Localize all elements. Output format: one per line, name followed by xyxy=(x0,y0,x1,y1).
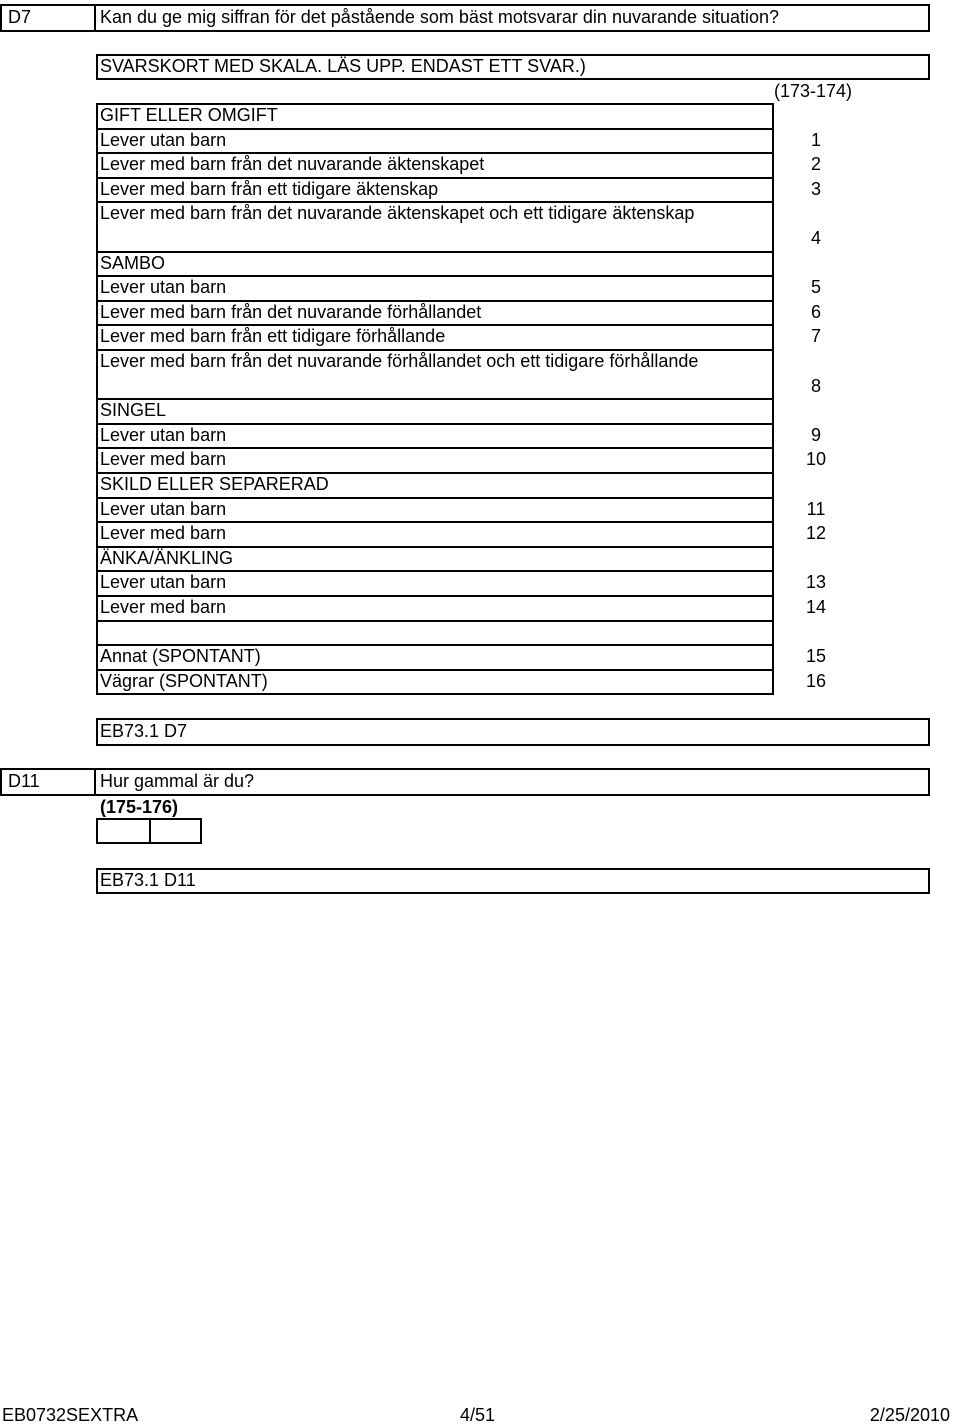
option-label[interactable]: Lever utan barn xyxy=(100,277,227,298)
option-label[interactable]: Lever med barn från det nuvarande förhållandet xyxy=(100,301,482,322)
question-text-d11: Hur gammal är du? xyxy=(100,771,255,791)
option-code: 15 xyxy=(805,646,827,667)
option-label[interactable]: Lever med barn xyxy=(100,449,227,470)
age-digit-1-box[interactable] xyxy=(96,818,151,844)
group-heading-row-box xyxy=(96,398,774,425)
question-id-d7: D7 xyxy=(8,7,32,27)
question-id-d11: D11 xyxy=(8,771,40,791)
blank-row-box xyxy=(96,620,774,647)
option-label[interactable]: Lever utan barn xyxy=(100,424,227,445)
option-label[interactable]: Lever utan barn xyxy=(100,572,227,593)
option-code: 6 xyxy=(810,301,821,322)
option-code: 16 xyxy=(805,670,827,691)
reference-box-d7 xyxy=(96,718,930,746)
footer-date: 2/25/2010 xyxy=(869,1405,950,1425)
option-code: 4 xyxy=(810,228,821,248)
option-label[interactable]: Lever med barn xyxy=(100,523,227,544)
option-code: 5 xyxy=(810,277,821,298)
option-code: 10 xyxy=(805,449,827,470)
reference-box-d11 xyxy=(96,868,930,894)
option-label[interactable]: Lever med barn xyxy=(100,597,227,617)
reference-d7: EB73.1 D7 xyxy=(100,721,188,741)
group-heading-label: SINGEL xyxy=(100,400,167,421)
group-heading-label: SKILD ELLER SEPARERAD xyxy=(100,474,329,494)
question-text-d7: Kan du ge mig siffran för det påstående som bäst motsvarar din nuvarande situation? xyxy=(100,7,780,27)
footer-page-number: 4/51 xyxy=(460,1405,496,1425)
option-code: 1 xyxy=(810,129,821,150)
option-label[interactable]: Lever med barn från det nuvarande förhållandet och ett tidigare förhållande xyxy=(100,351,699,371)
column-range-d7: (173-174) xyxy=(774,81,853,101)
option-code: 13 xyxy=(805,572,827,593)
option-code: 3 xyxy=(810,178,821,199)
option-code: 9 xyxy=(810,424,821,445)
option-label[interactable]: Vägrar (SPONTANT) xyxy=(100,670,268,691)
option-code: 7 xyxy=(810,326,821,347)
option-label[interactable]: Lever med barn från det nuvarande äktenskapet och ett tidigare äktenskap xyxy=(100,203,695,224)
group-heading-row-box xyxy=(96,251,774,278)
group-heading-label: ÄNKA/ÄNKLING xyxy=(100,547,234,568)
option-code: 12 xyxy=(805,523,827,544)
option-label[interactable]: Lever med barn från det nuvarande äktenskapet xyxy=(100,154,485,175)
column-range-d11: (175-176) xyxy=(100,797,179,817)
age-digit-2-box[interactable] xyxy=(149,818,202,844)
group-heading-label: SAMBO xyxy=(100,252,166,273)
option-code: 14 xyxy=(805,597,827,617)
footer-doc-id: EB0732SEXTRA xyxy=(2,1405,139,1425)
option-code: 8 xyxy=(810,375,821,396)
option-code: 2 xyxy=(810,154,821,175)
option-label[interactable]: Lever utan barn xyxy=(100,129,227,150)
option-label[interactable]: Lever med barn från ett tidigare äktenskap xyxy=(100,178,439,199)
option-label[interactable]: Annat (SPONTANT) xyxy=(100,646,261,667)
group-heading-label: GIFT ELLER OMGIFT xyxy=(100,105,278,125)
option-label[interactable]: Lever med barn från ett tidigare förhållande xyxy=(100,326,446,347)
option-label[interactable]: Lever utan barn xyxy=(100,498,227,519)
instruction-text: SVARSKORT MED SKALA. LÄS UPP. ENDAST ETT SVAR.) xyxy=(100,56,586,76)
reference-d11: EB73.1 D11 xyxy=(100,870,196,890)
option-code: 11 xyxy=(806,498,826,519)
